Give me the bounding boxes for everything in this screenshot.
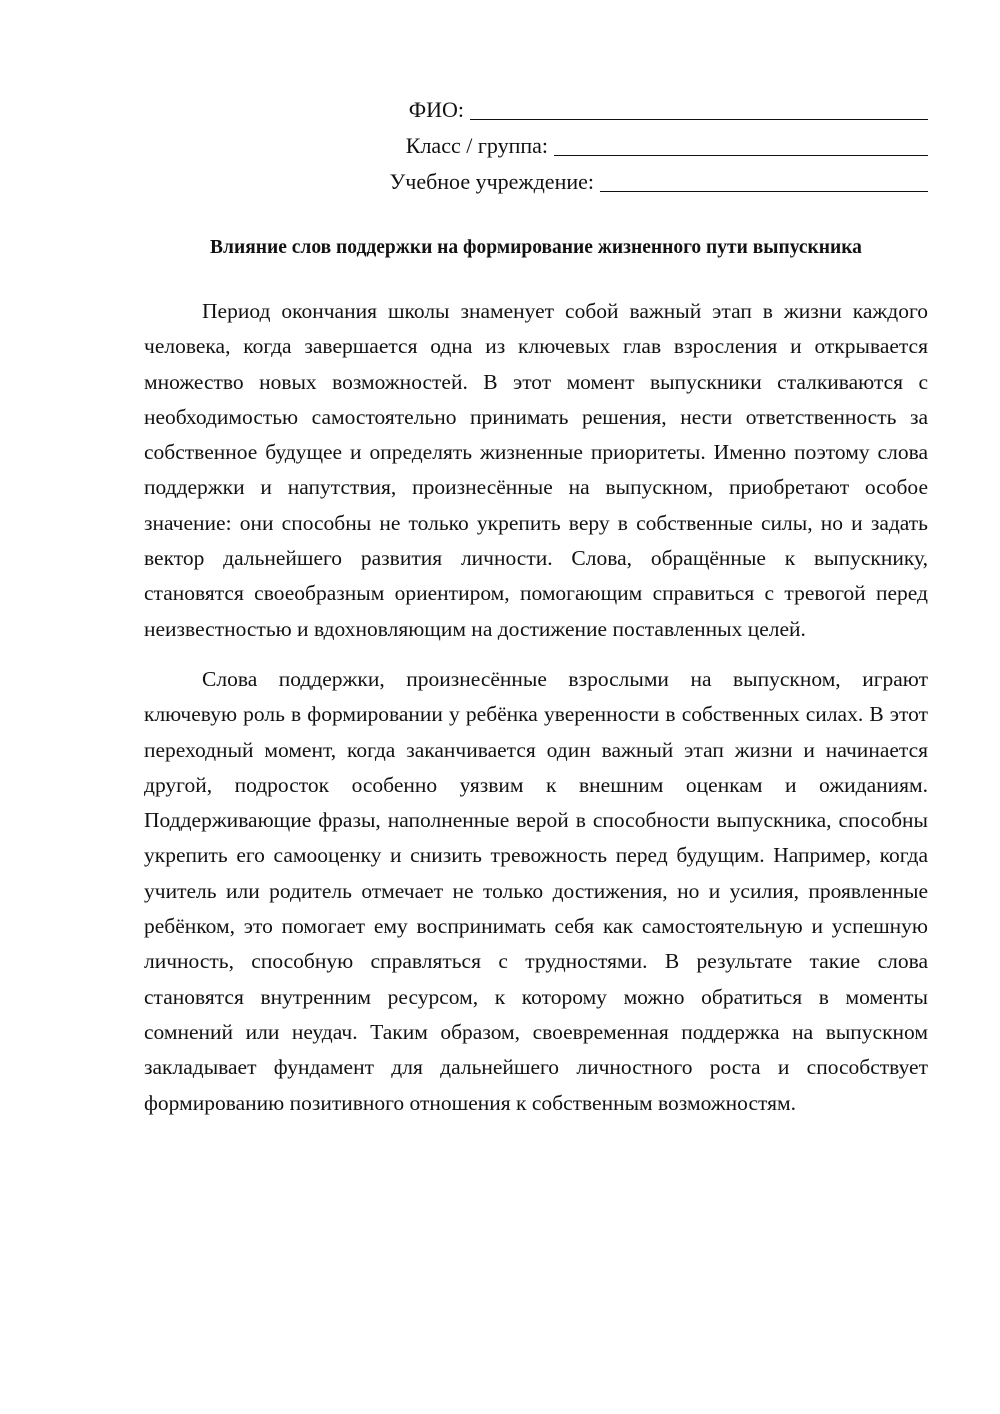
fio-field-row bbox=[368, 92, 928, 128]
document-body bbox=[144, 294, 928, 1136]
school-field-row bbox=[368, 164, 928, 200]
class-blank-line[interactable] bbox=[554, 133, 928, 156]
class-field-row bbox=[368, 128, 928, 164]
document-title: Влияние слов поддержки на формирование жизненного пути выпускника bbox=[210, 237, 862, 258]
school-blank-line[interactable] bbox=[600, 169, 928, 192]
paragraph-2: Слова поддержки, произнесённые взрослыми на выпускном, играют ключевую роль в формировании у ребёнка уверенности в собственных силах. В этот переходный момент, когда заканчивается один важный этап жизни и начинается другой, подросток особенно уязвим к внешним оценкам и ожиданиям. Поддерживающие фразы, наполненные верой в способности выпускника, способны укрепить его самооценку и снизить тревожность перед будущим. Например, когда учитель или родитель отмечает не только достижения, но и усилия, проявленные ребёнком, это помогает ему воспринимать себя как самостоятельную и успешную личность, способную справляться с трудностями. В результате такие слова становятся внутренним ресурсом, к которому можно обратиться в моменты сомнений или неудач. Таким образом, своевременная поддержка на выпускном закладывает фундамент для дальнейшего личностного роста и способствует формированию позитивного отношения к собственным возможностям. bbox=[144, 666, 928, 1115]
class-label: Класс / группа: bbox=[405, 133, 548, 158]
fio-label: ФИО: bbox=[408, 97, 464, 122]
student-info-header bbox=[368, 92, 928, 200]
paragraph-1: Период окончания школы знаменует собой важный этап в жизни каждого человека, когда завершается одна из ключевых глав взросления и открывается множество новых возможностей. В этот момент выпускники сталкиваются с необходимостью самостоятельно принимать решения, нести ответственность за собственное будущее и определять жизненные приоритеты. Именно поэтому слова поддержки и напутствия, произнесённые на выпускном, приобретают особое значение: они способны не только укрепить веру в собственные силы, но и задать вектор дальнейшего развития личности. Слова, обращённые к выпускнику, становятся своеобразным ориентиром, помогающим справиться с тревогой перед неизвестностью и вдохновляющим на достижение поставленных целей. bbox=[144, 299, 928, 641]
school-label: Учебное учреждение: bbox=[389, 169, 594, 194]
fio-blank-line[interactable] bbox=[470, 97, 928, 120]
